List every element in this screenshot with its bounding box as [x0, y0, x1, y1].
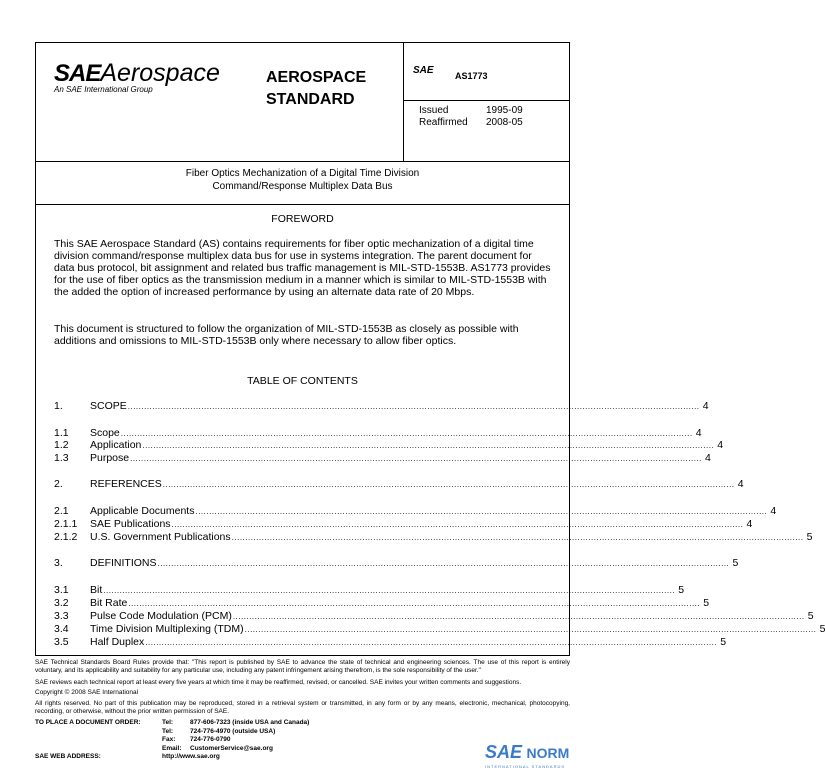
toc-entry-page: 4: [737, 478, 744, 490]
toc-entry-title: Application: [90, 439, 142, 451]
toc-entry-title: Time Division Multiplexing (TDM): [90, 623, 244, 635]
toc-entry-page: 5: [807, 610, 814, 622]
toc-entry[interactable]: [54, 400, 709, 412]
toc-leader-dots: ..................................................................................................................................................................................................................: [171, 520, 744, 529]
email-label: Email:: [162, 744, 182, 752]
logo-subtitle: An SAE International Group: [54, 85, 153, 94]
standard-line2: STANDARD: [266, 91, 355, 108]
toc-leader-dots: ..................................................................................................................................................................................................................: [162, 480, 735, 489]
issue-dates: [419, 105, 523, 129]
toc-entry[interactable]: [54, 505, 777, 517]
toc-leader-dots: ..................................................................................................................................................................................................................: [145, 638, 718, 647]
copyright: Copyright © 2008 SAE International: [35, 689, 139, 696]
norm-text: NORM: [526, 745, 570, 761]
rules-notice: SAE Technical Standards Board Rules provide that: "This report is published by SAE to advance the state of technical and engineering sciences. The use of this report is entirely voluntary, and its applicability and suitability for any particular use, including any patent infringement arising therefrom, is the sole responsibility of the user.": [35, 659, 570, 674]
toc-entry-title: REFERENCES: [90, 478, 162, 490]
web-link[interactable]: http://www.sae.org: [162, 753, 220, 760]
toc-entry-page: 5: [703, 597, 710, 609]
toc-entry[interactable]: [54, 531, 813, 543]
standard-type: [266, 67, 366, 111]
fax-number: 724-776-0790: [190, 736, 231, 743]
document-frame: [35, 42, 825, 656]
issued-label: Issued: [419, 105, 449, 116]
toc-entry-title: SAE Publications: [90, 518, 171, 530]
title-line2: Command/Response Multiplex Data Bus: [212, 181, 393, 192]
issued-value: 1995-09: [486, 105, 523, 116]
toc-entry-title: Bit: [90, 584, 103, 596]
reaffirmed-label: Reaffirmed: [419, 117, 468, 128]
review-notice: SAE reviews each technical report at least every five years at which time it may be reaffirmed, revised, or cancelled. SAE invites your written comments and suggestions.: [35, 679, 522, 686]
standard-line1: AEROSPACE: [266, 69, 367, 86]
toc-entry-number: 2.1: [54, 505, 69, 517]
toc-entry-page: 5: [732, 557, 739, 569]
toc-entry[interactable]: [54, 584, 685, 596]
foreword-paragraph-1: This SAE Aerospace Standard (AS) contains requirements for fiber optic mechanization of a digital time division command/response multiplex data bus for use in systems integration. The parent document for data bus protocol, bit assignment and related bus traffic management is MIL-STD-1553B. AS1773 provides for the use of fiber optics as the transmission medium in a manner which is similar to MIL-STD-1553B with the added the option of increased performance by using an alternate data rate of 20 Mbps.: [54, 238, 551, 298]
toc-entry[interactable]: [54, 597, 710, 609]
toc-leader-dots: ..................................................................................................................................................................................................................: [130, 454, 702, 463]
order-contacts: [162, 719, 309, 753]
toc-entry-page: 4: [705, 452, 711, 464]
doc-number: AS1773: [455, 71, 488, 81]
toc-entry[interactable]: [54, 427, 702, 439]
toc-entry-page: 5: [720, 636, 727, 648]
fax-label: Fax:: [162, 736, 176, 743]
toc-entry-title: Half Duplex: [90, 636, 145, 648]
toc-leader-dots: ..................................................................................................................................................................................................................: [231, 533, 804, 542]
toc-entry-number: 3.4: [54, 623, 69, 635]
foreword-paragraph-2: This document is structured to follow the organization of MIL-STD-1553B as closely as possible with additions and omissions to MIL-STD-1553B only where necessary to allow fiber optics.: [54, 323, 519, 347]
toc-entry-title: Pulse Code Modulation (PCM): [90, 610, 232, 622]
toc-entry-page: 5: [678, 584, 685, 596]
order-label: TO PLACE A DOCUMENT ORDER:: [35, 719, 141, 726]
toc-entry-number: 3.: [54, 557, 63, 569]
rights-notice: All rights reserved. No part of this publication may be reproduced, stored in a retrieval system or transmitted, in any form or by any means, electronic, mechanical, photocopying, recording, or otherwise, without the prior written permission of SAE.: [35, 700, 570, 715]
foreword-heading: FOREWORD: [271, 213, 334, 225]
toc-entry[interactable]: [54, 439, 724, 451]
tel-outside[interactable]: 724-776-4970 (outside USA): [190, 727, 276, 735]
doc-number-divider: [403, 100, 569, 101]
toc-entry-number: 3.1: [54, 584, 69, 596]
tel-label: Tel:: [162, 719, 174, 726]
toc-entry-title: Scope: [90, 427, 120, 439]
toc-leader-dots: ..................................................................................................................................................................................................................: [195, 507, 768, 516]
toc-entry-page: 4: [746, 518, 753, 530]
toc-entry-number: 2.1.2: [54, 531, 78, 543]
title-line1: Fiber Optics Mechanization of a Digital Time Division: [185, 168, 420, 179]
tel2-label: Tel:: [162, 727, 174, 735]
toc-entry-title: DEFINITIONS: [90, 557, 157, 569]
toc-entry-page: 4: [695, 427, 702, 439]
toc-entry-number: 3.2: [54, 597, 69, 609]
web-label: SAE WEB ADDRESS:: [35, 753, 101, 760]
toc-entry-title: Purpose: [90, 452, 130, 464]
toc-leader-dots: ..................................................................................................................................................................................................................: [142, 441, 715, 450]
toc-entry[interactable]: [54, 452, 711, 464]
toc-entry[interactable]: [54, 623, 825, 635]
toc-entry-page: 4: [702, 400, 709, 412]
toc-entry-page: 4: [770, 505, 777, 517]
toc-entry[interactable]: [54, 610, 814, 622]
toc-entry-number: 1.: [54, 400, 63, 412]
sae-aerospace-logo: [54, 59, 220, 94]
toc-entry-number: 2.: [54, 478, 63, 490]
toc-entry-number: 1.3: [54, 452, 69, 464]
toc-leader-dots: ..................................................................................................................................................................................................................: [244, 625, 817, 634]
norm-subtitle: INTERNATIONAL STANDARDS: [485, 764, 566, 769]
toc-entry[interactable]: [54, 478, 744, 490]
toc-entry-title: SCOPE: [90, 400, 127, 412]
reaffirmed-value: 2008-05: [486, 117, 523, 128]
toc-entry-page: 5: [806, 531, 813, 543]
toc-leader-dots: ..................................................................................................................................................................................................................: [157, 559, 730, 568]
header-rule: [36, 161, 569, 162]
toc-entry-title: Applicable Documents: [90, 505, 195, 517]
toc-entry-number: 1.2: [54, 439, 69, 451]
title-rule: [36, 204, 569, 205]
toc-entry-number: 3.5: [54, 636, 69, 648]
toc-heading: TABLE OF CONTENTS: [247, 375, 358, 387]
logo-sae-text: SAE: [54, 60, 101, 87]
toc-entry-number: 1.1: [54, 427, 69, 439]
email-link[interactable]: CustomerService@sae.org: [190, 744, 273, 752]
header-divider: [403, 43, 404, 161]
norm-sae-text: SAE: [485, 742, 523, 762]
toc-entry-number: 3.3: [54, 610, 69, 622]
toc-leader-dots: ..................................................................................................................................................................................................................: [128, 599, 701, 608]
tel-inside[interactable]: 877-606-7323 (inside USA and Canada): [190, 719, 310, 726]
toc-leader-dots: ..................................................................................................................................................................................................................: [120, 429, 693, 438]
toc-leader-dots: ..................................................................................................................................................................................................................: [232, 612, 805, 621]
logo-aerospace-text: Aerospace: [100, 59, 220, 87]
sae-norm-watermark: [485, 742, 570, 769]
toc-entry-title: U.S. Government Publications: [90, 531, 231, 543]
toc-entry-page: 5: [819, 623, 825, 635]
document-title: [36, 167, 569, 193]
toc-leader-dots: ..................................................................................................................................................................................................................: [127, 402, 700, 411]
toc-leader-dots: ..................................................................................................................................................................................................................: [103, 586, 676, 595]
toc-entry-page: 4: [717, 439, 724, 451]
toc-entry-title: Bit Rate: [90, 597, 128, 609]
box-sae-logo: SAE: [413, 65, 434, 76]
toc-entry[interactable]: [54, 557, 739, 569]
toc-entry[interactable]: [54, 636, 727, 648]
toc-entry-number: 2.1.1: [54, 518, 78, 530]
toc-entry[interactable]: [54, 518, 753, 530]
